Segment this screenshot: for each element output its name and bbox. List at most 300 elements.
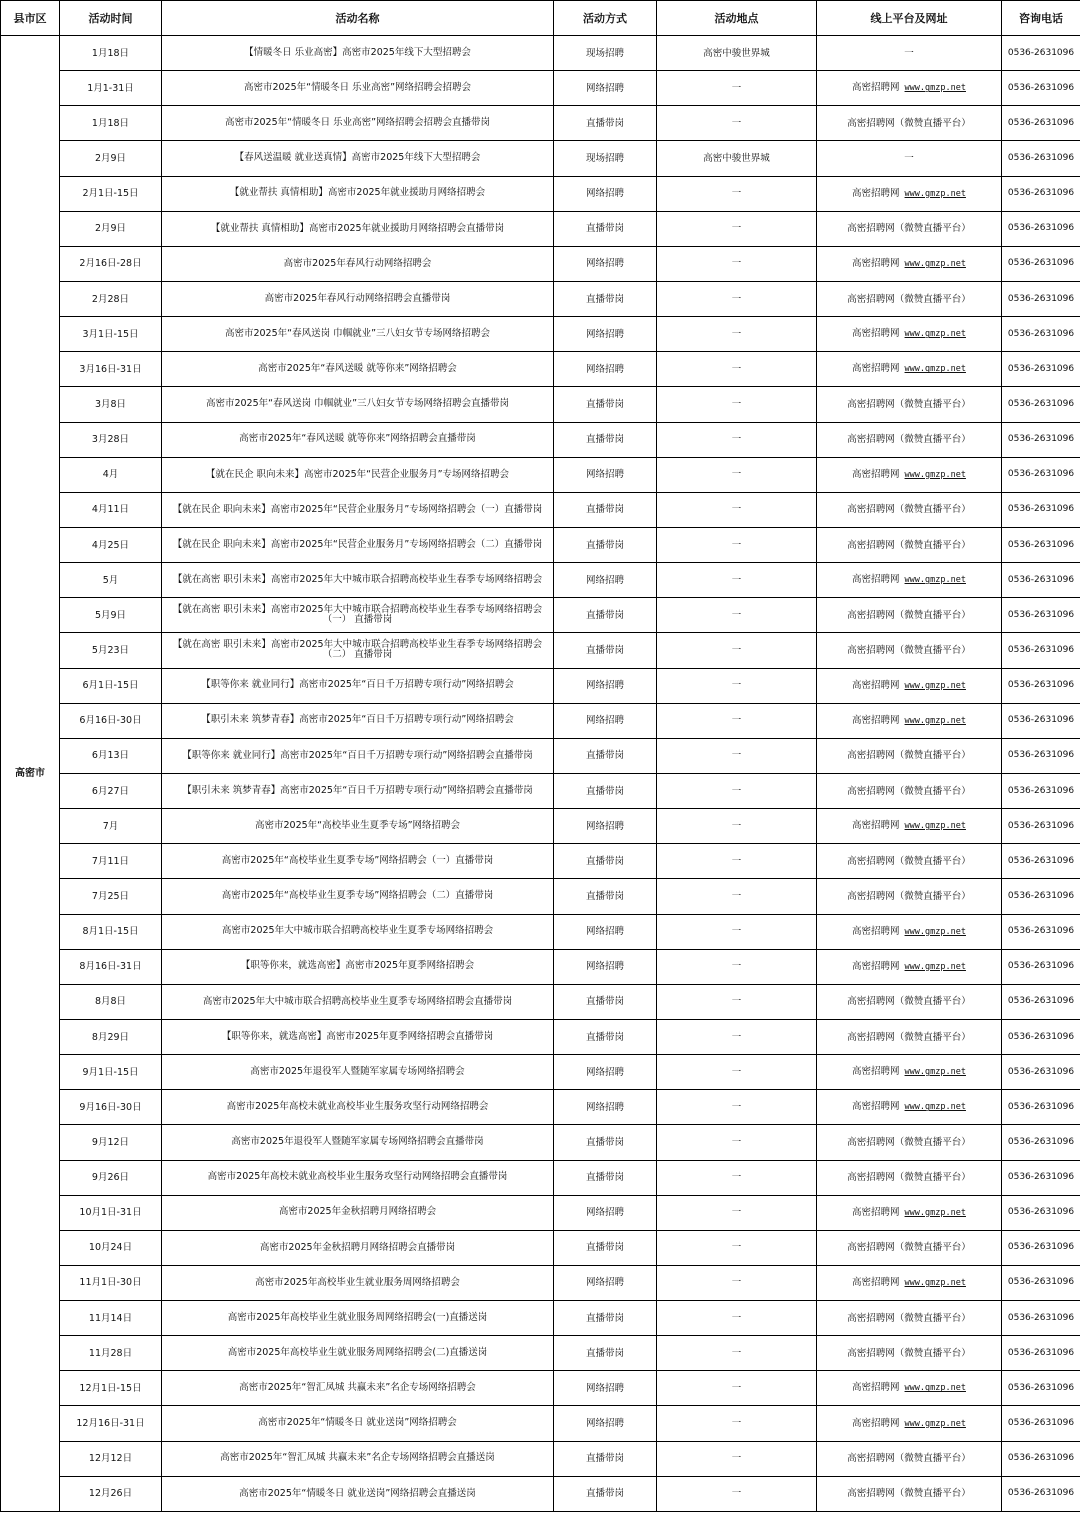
platform-cell [817,1055,1002,1090]
table-row [1,738,1080,773]
place-cell: 一 [657,598,817,633]
platform-label: 高密招聘网 [852,187,900,199]
platform-url-link[interactable]: www.gmzp.net [904,1207,966,1218]
event-name-cell: 高密市2025年高校毕业生就业服务周网络招聘会 [162,1265,554,1300]
table-row [1,809,1080,844]
phone-cell: 0536-2631096 [1002,1406,1080,1441]
event-name-cell: 【就在高密 职引未来】高密市2025年大中城市联合招聘高校毕业生春季专场网络招聘会 [162,563,554,598]
platform-cell [817,703,1002,738]
time-cell: 4月 [60,457,162,492]
event-name-cell: 高密市2025年大中城市联合招聘高校毕业生夏季专场网络招聘会 [162,914,554,949]
time-cell: 8月1日-15日 [60,914,162,949]
time-cell: 5月23日 [60,633,162,668]
phone-cell: 0536-2631096 [1002,281,1080,316]
time-cell: 9月16日-30日 [60,1090,162,1125]
platform-label: 高密招聘网（微赞直播平台） [847,223,971,235]
method-cell: 直播带岗 [554,598,657,633]
header-platform: 线上平台及网址 [817,1,1002,36]
platform-url-link[interactable]: www.gmzp.net [904,926,966,937]
platform-label: 一 [904,47,914,59]
platform-label: 高密招聘网（微赞直播平台） [847,890,971,902]
time-cell: 2月28日 [60,281,162,316]
event-name-cell: 【春风送温暖 就业送真情】高密市2025年线下大型招聘会 [162,141,554,176]
platform-label: 高密招聘网（微赞直播平台） [847,1312,971,1324]
method-cell: 直播带岗 [554,527,657,562]
event-name-cell: 高密市2025年高校毕业生就业服务周网络招聘会(一)直播送岗 [162,1301,554,1336]
phone-cell: 0536-2631096 [1002,176,1080,211]
phone-cell: 0536-2631096 [1002,1336,1080,1371]
phone-cell: 0536-2631096 [1002,1441,1080,1476]
phone-cell: 0536-2631096 [1002,668,1080,703]
phone-cell: 0536-2631096 [1002,1019,1080,1054]
time-cell: 11月28日 [60,1336,162,1371]
platform-cell [817,809,1002,844]
place-cell: 一 [657,633,817,668]
table-row [1,246,1080,281]
event-name-cell: 高密市2025年高校毕业生就业服务周网络招聘会(二)直播送岗 [162,1336,554,1371]
platform-cell [817,387,1002,422]
event-name-cell: 【就在民企 职向未来】高密市2025年“民营企业服务月”专场网络招聘会（一）直播带岗 [162,492,554,527]
method-cell: 网络招聘 [554,317,657,352]
platform-cell [817,352,1002,387]
event-name-cell: 高密市2025年高校未就业高校毕业生服务攻坚行动网络招聘会直播带岗 [162,1160,554,1195]
event-name-cell: 【职引未来 筑梦青春】高密市2025年“百日千万招聘专项行动”网络招聘会直播带岗 [162,773,554,808]
method-cell: 网络招聘 [554,246,657,281]
platform-cell [817,36,1002,71]
method-cell: 网络招聘 [554,949,657,984]
event-name-cell: 高密市2025年“情暖冬日 就业送岗”网络招聘会 [162,1406,554,1441]
place-cell: 一 [657,1019,817,1054]
platform-cell [817,598,1002,633]
header-method: 活动方式 [554,1,657,36]
phone-cell: 0536-2631096 [1002,879,1080,914]
table-row [1,879,1080,914]
table-row [1,949,1080,984]
table-row [1,1371,1080,1406]
method-cell: 直播带岗 [554,106,657,141]
platform-cell [817,1406,1002,1441]
method-cell: 网络招聘 [554,1195,657,1230]
platform-label: 高密招聘网（微赞直播平台） [847,996,971,1008]
event-name-cell: 【情暖冬日 乐业高密】高密市2025年线下大型招聘会 [162,36,554,71]
place-cell: 一 [657,1125,817,1160]
event-name-cell: 高密市2025年“春风送岗 巾帼就业”三八妇女节专场网络招聘会 [162,317,554,352]
table-row [1,457,1080,492]
platform-label: 高密招聘网 [852,574,900,586]
method-cell: 网络招聘 [554,1090,657,1125]
phone-cell: 0536-2631096 [1002,246,1080,281]
platform-cell [817,457,1002,492]
platform-label: 高密招聘网（微赞直播平台） [847,644,971,656]
place-cell: 一 [657,1336,817,1371]
place-cell: 一 [657,879,817,914]
method-cell: 网络招聘 [554,668,657,703]
place-cell: 一 [657,422,817,457]
place-cell: 一 [657,176,817,211]
place-cell: 一 [657,1441,817,1476]
time-cell: 6月27日 [60,773,162,808]
time-cell: 12月16日-31日 [60,1406,162,1441]
method-cell: 网络招聘 [554,809,657,844]
place-cell: 一 [657,317,817,352]
platform-url-link[interactable]: www.gmzp.net [904,715,966,726]
method-cell: 直播带岗 [554,211,657,246]
platform-cell [817,844,1002,879]
method-cell: 直播带岗 [554,492,657,527]
platform-cell [817,1195,1002,1230]
event-name-cell: 【职等你来，就选高密】高密市2025年夏季网络招聘会 [162,949,554,984]
platform-label: 高密招聘网 [852,960,900,972]
platform-cell [817,1090,1002,1125]
time-cell: 2月1日-15日 [60,176,162,211]
phone-cell: 0536-2631096 [1002,1301,1080,1336]
time-cell: 4月11日 [60,492,162,527]
method-cell: 直播带岗 [554,1476,657,1511]
platform-cell [817,1336,1002,1371]
table-row [1,527,1080,562]
table-row [1,1301,1080,1336]
time-cell: 8月29日 [60,1019,162,1054]
header-place: 活动地点 [657,1,817,36]
place-cell: 一 [657,914,817,949]
time-cell: 8月8日 [60,984,162,1019]
event-name-cell: 高密市2025年“高校毕业生夏季专场”网络招聘会（一）直播带岗 [162,844,554,879]
event-name-cell: 高密市2025年“春风送岗 巾帼就业”三八妇女节专场网络招聘会直播带岗 [162,387,554,422]
platform-label: 高密招聘网（微赞直播平台） [847,293,971,305]
time-cell: 5月9日 [60,598,162,633]
time-cell: 9月12日 [60,1125,162,1160]
table-row [1,492,1080,527]
method-cell: 网络招聘 [554,1055,657,1090]
table-row [1,914,1080,949]
method-cell: 直播带岗 [554,1230,657,1265]
table-row [1,141,1080,176]
phone-cell: 0536-2631096 [1002,1476,1080,1511]
phone-cell: 0536-2631096 [1002,422,1080,457]
table-row [1,317,1080,352]
phone-cell: 0536-2631096 [1002,211,1080,246]
phone-cell: 0536-2631096 [1002,141,1080,176]
table-row [1,211,1080,246]
table-row [1,1125,1080,1160]
time-cell: 11月1日-30日 [60,1265,162,1300]
time-cell: 12月1日-15日 [60,1371,162,1406]
platform-url-link[interactable]: www.gmzp.net [904,364,966,375]
phone-cell: 0536-2631096 [1002,36,1080,71]
platform-cell [817,1371,1002,1406]
time-cell: 5月 [60,563,162,598]
method-cell: 网络招聘 [554,563,657,598]
platform-cell [817,563,1002,598]
place-cell: 一 [657,1301,817,1336]
table-row [1,1336,1080,1371]
method-cell: 直播带岗 [554,422,657,457]
method-cell: 直播带岗 [554,1441,657,1476]
platform-label: 高密招聘网（微赞直播平台） [847,785,971,797]
phone-cell: 0536-2631096 [1002,387,1080,422]
platform-cell [817,176,1002,211]
platform-url-link[interactable]: www.gmzp.net [904,469,966,480]
time-cell: 2月9日 [60,211,162,246]
phone-cell: 0536-2631096 [1002,984,1080,1019]
platform-label: 高密招聘网 [852,468,900,480]
time-cell: 11月14日 [60,1301,162,1336]
platform-url-link[interactable]: www.gmzp.net [904,575,966,586]
place-cell: 一 [657,1265,817,1300]
platform-label: 高密招聘网 [852,1206,900,1218]
place-cell: 一 [657,457,817,492]
phone-cell: 0536-2631096 [1002,492,1080,527]
platform-label: 高密招聘网 [852,363,900,375]
platform-label: 高密招聘网 [852,1066,900,1078]
platform-label: 高密招聘网（微赞直播平台） [847,750,971,762]
platform-url-link[interactable]: www.gmzp.net [904,821,966,832]
platform-cell [817,246,1002,281]
phone-cell: 0536-2631096 [1002,1090,1080,1125]
table-row [1,352,1080,387]
method-cell: 直播带岗 [554,1160,657,1195]
table-row [1,281,1080,316]
event-name-cell: 高密市2025年春风行动网络招聘会 [162,246,554,281]
place-cell: 一 [657,563,817,598]
time-cell: 6月16日-30日 [60,703,162,738]
table-row [1,844,1080,879]
place-cell: 一 [657,1371,817,1406]
place-cell: 一 [657,527,817,562]
phone-cell: 0536-2631096 [1002,914,1080,949]
place-cell: 一 [657,738,817,773]
platform-label: 高密招聘网（微赞直播平台） [847,1242,971,1254]
platform-url-link[interactable]: www.gmzp.net [904,961,966,972]
platform-cell [817,949,1002,984]
table-row [1,598,1080,633]
platform-url-link[interactable]: www.gmzp.net [904,83,966,94]
place-cell: 一 [657,773,817,808]
table-row [1,36,1080,71]
platform-label: 高密招聘网（微赞直播平台） [847,117,971,129]
place-cell: 一 [657,71,817,106]
phone-cell: 0536-2631096 [1002,1195,1080,1230]
phone-cell: 0536-2631096 [1002,527,1080,562]
platform-cell [817,141,1002,176]
header-time: 活动时间 [60,1,162,36]
platform-cell [817,527,1002,562]
method-cell: 直播带岗 [554,1125,657,1160]
platform-url-link[interactable]: www.gmzp.net [904,1418,966,1429]
platform-url-link[interactable]: www.gmzp.net [904,258,966,269]
place-cell: 一 [657,1230,817,1265]
time-cell: 7月 [60,809,162,844]
method-cell: 直播带岗 [554,984,657,1019]
event-name-cell: 高密市2025年“高校毕业生夏季专场”网络招聘会（二）直播带岗 [162,879,554,914]
platform-label: 高密招聘网（微赞直播平台） [847,1453,971,1465]
platform-label: 高密招聘网 [852,1382,900,1394]
method-cell: 直播带岗 [554,844,657,879]
time-cell: 9月1日-15日 [60,1055,162,1090]
time-cell: 3月28日 [60,422,162,457]
table-row [1,633,1080,668]
place-cell: 一 [657,1195,817,1230]
event-name-cell: 高密市2025年退役军人暨随军家属专场网络招聘会 [162,1055,554,1090]
table-row [1,1265,1080,1300]
platform-label: 高密招聘网（微赞直播平台） [847,1172,971,1184]
place-cell: 一 [657,211,817,246]
method-cell: 网络招聘 [554,457,657,492]
phone-cell: 0536-2631096 [1002,738,1080,773]
platform-label: 高密招聘网 [852,820,900,832]
table-row [1,1230,1080,1265]
method-cell: 直播带岗 [554,1336,657,1371]
place-cell: 一 [657,809,817,844]
table-body [1,36,1080,1512]
table-row [1,668,1080,703]
table-row [1,176,1080,211]
method-cell: 直播带岗 [554,633,657,668]
platform-label: 高密招聘网（微赞直播平台） [847,1488,971,1500]
time-cell: 3月8日 [60,387,162,422]
event-name-cell: 高密市2025年“智汇凤城 共赢未来”名企专场网络招聘会 [162,1371,554,1406]
place-cell: 一 [657,984,817,1019]
platform-cell [817,1230,1002,1265]
time-cell: 6月13日 [60,738,162,773]
place-cell: 高密中骏世界城 [657,141,817,176]
phone-cell: 0536-2631096 [1002,949,1080,984]
platform-url-link[interactable]: www.gmzp.net [904,329,966,340]
method-cell: 网络招聘 [554,703,657,738]
event-name-cell: 【就业帮扶 真情相助】高密市2025年就业援助月网络招聘会 [162,176,554,211]
event-name-cell: 高密市2025年“春风送暖 就等你来”网络招聘会 [162,352,554,387]
platform-label: 高密招聘网 [852,328,900,340]
time-cell: 10月1日-31日 [60,1195,162,1230]
platform-url-link[interactable]: www.gmzp.net [904,680,966,691]
event-name-cell: 高密市2025年高校未就业高校毕业生服务攻坚行动网络招聘会 [162,1090,554,1125]
method-cell: 直播带岗 [554,879,657,914]
place-cell: 一 [657,1090,817,1125]
place-cell: 一 [657,1160,817,1195]
method-cell: 网络招聘 [554,352,657,387]
platform-label: 高密招聘网 [852,1276,900,1288]
place-cell: 一 [657,1406,817,1441]
table-row [1,106,1080,141]
table-row [1,71,1080,106]
event-name-cell: 高密市2025年春风行动网络招聘会直播带岗 [162,281,554,316]
method-cell: 网络招聘 [554,1371,657,1406]
event-name-cell: 高密市2025年“高校毕业生夏季专场”网络招聘会 [162,809,554,844]
phone-cell: 0536-2631096 [1002,106,1080,141]
method-cell: 直播带岗 [554,773,657,808]
method-cell: 网络招聘 [554,176,657,211]
phone-cell: 0536-2631096 [1002,703,1080,738]
method-cell: 直播带岗 [554,281,657,316]
platform-cell [817,1160,1002,1195]
event-name-cell: 高密市2025年“情暖冬日 乐业高密”网络招聘会招聘会 [162,71,554,106]
time-cell: 10月24日 [60,1230,162,1265]
event-name-cell: 高密市2025年“春风送暖 就等你来”网络招聘会直播带岗 [162,422,554,457]
time-cell: 7月25日 [60,879,162,914]
platform-cell [817,914,1002,949]
platform-url-link[interactable]: www.gmzp.net [904,1277,966,1288]
platform-cell [817,422,1002,457]
platform-label: 高密招聘网 [852,82,900,94]
platform-cell [817,1476,1002,1511]
phone-cell: 0536-2631096 [1002,1265,1080,1300]
table-row [1,1019,1080,1054]
platform-label: 高密招聘网（微赞直播平台） [847,504,971,516]
platform-label: 高密招聘网（微赞直播平台） [847,434,971,446]
phone-cell: 0536-2631096 [1002,598,1080,633]
time-cell: 1月18日 [60,36,162,71]
event-name-cell: 【职等你来 就业同行】高密市2025年“百日千万招聘专项行动”网络招聘会 [162,668,554,703]
method-cell: 网络招聘 [554,1265,657,1300]
place-cell: 一 [657,106,817,141]
event-name-cell: 【就在民企 职向未来】高密市2025年“民营企业服务月”专场网络招聘会 [162,457,554,492]
method-cell: 直播带岗 [554,738,657,773]
table-row [1,1406,1080,1441]
event-name-cell: 高密市2025年大中城市联合招聘高校毕业生夏季专场网络招聘会直播带岗 [162,984,554,1019]
time-cell: 12月26日 [60,1476,162,1511]
method-cell: 直播带岗 [554,387,657,422]
platform-cell [817,738,1002,773]
region-cell: 高密市 [1,36,60,1512]
header-region: 县市区 [1,1,60,36]
platform-url-link[interactable]: www.gmzp.net [904,1383,966,1394]
platform-label: 高密招聘网（微赞直播平台） [847,855,971,867]
platform-label: 高密招聘网 [852,1417,900,1429]
platform-label: 高密招聘网 [852,257,900,269]
event-name-cell: 【职引未来 筑梦青春】高密市2025年“百日千万招聘专项行动”网络招聘会 [162,703,554,738]
platform-url-link[interactable]: www.gmzp.net [904,1102,966,1113]
phone-cell: 0536-2631096 [1002,1371,1080,1406]
platform-url-link[interactable]: www.gmzp.net [904,1067,966,1078]
time-cell: 4月25日 [60,527,162,562]
time-cell: 6月1日-15日 [60,668,162,703]
platform-url-link[interactable]: www.gmzp.net [904,188,966,199]
method-cell: 现场招聘 [554,36,657,71]
table-row [1,563,1080,598]
platform-label: 高密招聘网（微赞直播平台） [847,1136,971,1148]
place-cell: 一 [657,1476,817,1511]
place-cell: 一 [657,246,817,281]
platform-cell [817,1019,1002,1054]
table-row [1,1055,1080,1090]
event-name-cell: 【职等你来，就选高密】高密市2025年夏季网络招聘会直播带岗 [162,1019,554,1054]
phone-cell: 0536-2631096 [1002,844,1080,879]
method-cell: 现场招聘 [554,141,657,176]
phone-cell: 0536-2631096 [1002,773,1080,808]
platform-label: 高密招聘网（微赞直播平台） [847,609,971,621]
phone-cell: 0536-2631096 [1002,633,1080,668]
phone-cell: 0536-2631096 [1002,317,1080,352]
platform-cell [817,106,1002,141]
method-cell: 网络招聘 [554,71,657,106]
event-name-cell: 高密市2025年“情暖冬日 乐业高密”网络招聘会招聘会直播带岗 [162,106,554,141]
table-row [1,387,1080,422]
platform-cell [817,633,1002,668]
time-cell: 1月18日 [60,106,162,141]
platform-cell [817,1125,1002,1160]
table-row [1,773,1080,808]
platform-cell [817,879,1002,914]
platform-cell [817,984,1002,1019]
platform-label: 一 [904,152,914,164]
platform-label: 高密招聘网 [852,1101,900,1113]
table-row [1,1476,1080,1511]
table-row [1,1441,1080,1476]
event-name-cell: 高密市2025年退役军人暨随军家属专场网络招聘会直播带岗 [162,1125,554,1160]
platform-cell [817,773,1002,808]
platform-cell [817,211,1002,246]
phone-cell: 0536-2631096 [1002,1160,1080,1195]
